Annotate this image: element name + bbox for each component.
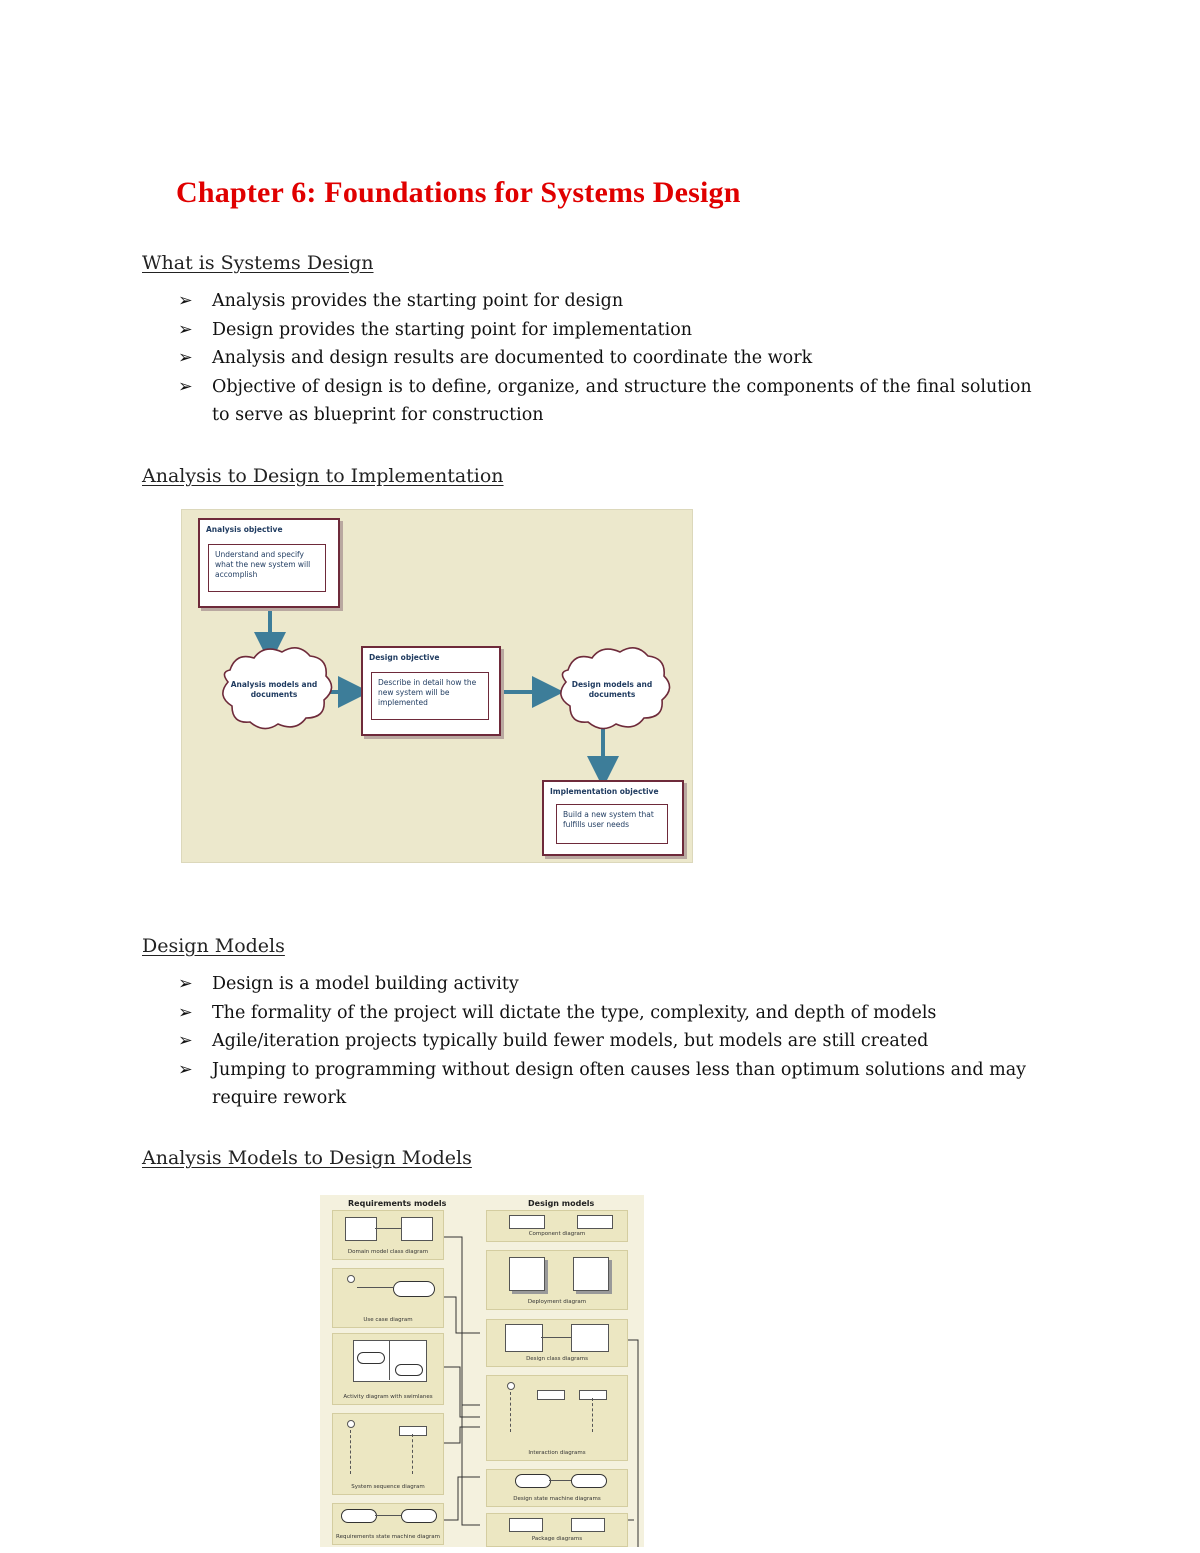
requirements-to-design-models-figure bbox=[320, 1195, 644, 1547]
bullet-list-design-models bbox=[178, 970, 1038, 1113]
package-diagrams-panel bbox=[486, 1513, 628, 1547]
activity-diagram-panel bbox=[332, 1333, 444, 1405]
design-models-header: Design models bbox=[528, 1199, 595, 1208]
arrow-bullet-icon: ➢ bbox=[178, 291, 193, 311]
implementation-objective-box bbox=[542, 780, 684, 856]
list-item: ➢ Analysis and design results are documented to coordinate the work bbox=[178, 344, 1038, 373]
component-diagram-panel bbox=[486, 1210, 628, 1242]
requirements-models-header: Requirements models bbox=[348, 1199, 447, 1208]
bullet-list-systems-design bbox=[178, 287, 1038, 430]
list-item: ➢ Design is a model building activity bbox=[178, 970, 1038, 999]
deployment-diagram-panel bbox=[486, 1250, 628, 1310]
section-heading-what-is-systems-design: What is Systems Design bbox=[142, 252, 374, 274]
panel-caption: Interaction diagrams bbox=[528, 1450, 586, 1456]
design-objective-label: Design objective bbox=[369, 653, 440, 662]
analysis-objective-label: Analysis objective bbox=[206, 525, 283, 534]
section-heading-analysis-to-implementation: Analysis to Design to Implementation bbox=[142, 465, 504, 487]
panel-caption: System sequence diagram bbox=[351, 1484, 425, 1490]
design-state-machine-panel bbox=[486, 1469, 628, 1507]
arrow-bullet-icon: ➢ bbox=[178, 319, 193, 340]
interaction-diagrams-panel bbox=[486, 1375, 628, 1461]
requirements-state-machine-panel bbox=[332, 1503, 444, 1545]
list-item: ➢ Analysis provides the starting point for design bbox=[178, 287, 1038, 316]
panel-caption: Activity diagram with swimlanes bbox=[343, 1394, 433, 1400]
panel-caption: Design class diagrams bbox=[526, 1356, 588, 1362]
panel-caption: Design state machine diagrams bbox=[513, 1496, 601, 1502]
arrow-bullet-icon: ➢ bbox=[178, 1002, 193, 1023]
design-objective-text: Describe in detail how the new system will be implemented bbox=[371, 672, 489, 720]
arrow-bullet-icon: ➢ bbox=[178, 1031, 193, 1051]
arrow-bullet-icon: ➢ bbox=[178, 974, 193, 994]
analysis-design-implementation-figure bbox=[181, 509, 693, 863]
analysis-objective-box bbox=[198, 518, 340, 608]
use-case-diagram-panel bbox=[332, 1268, 444, 1328]
arrow-bullet-icon: ➢ bbox=[178, 376, 193, 397]
system-sequence-diagram-panel bbox=[332, 1413, 444, 1495]
implementation-objective-text: Build a new system that fulfills user needs bbox=[556, 804, 668, 844]
panel-caption: Deployment diagram bbox=[527, 1299, 587, 1305]
panel-caption: Use case diagram bbox=[363, 1317, 413, 1323]
panel-caption: Requirements state machine diagram bbox=[336, 1534, 440, 1540]
panel-caption: Package diagrams bbox=[531, 1536, 583, 1542]
section-heading-design-models: Design Models bbox=[142, 935, 285, 957]
design-cloud-label: Design models and documents bbox=[571, 680, 653, 699]
panel-caption: Component diagram bbox=[528, 1231, 586, 1237]
analysis-cloud-label: Analysis models and documents bbox=[230, 680, 318, 699]
list-item: ➢ Objective of design is to define, organize, and structure the components of the final solution to serve as blueprint for construction bbox=[178, 373, 1038, 430]
arrow-bullet-icon: ➢ bbox=[178, 1059, 193, 1080]
list-item: ➢ Jumping to programming without design often causes less than optimum solutions and may require rework bbox=[178, 1056, 1038, 1113]
panel-caption: Domain model class diagram bbox=[347, 1249, 429, 1255]
list-item: ➢ Agile/iteration projects typically build fewer models, but models are still created bbox=[178, 1027, 1038, 1056]
implementation-objective-label: Implementation objective bbox=[550, 787, 659, 796]
analysis-objective-text: Understand and specify what the new system will accomplish bbox=[208, 544, 326, 592]
chapter-title: Chapter 6: Foundations for Systems Design bbox=[176, 176, 741, 209]
design-class-diagrams-panel bbox=[486, 1319, 628, 1367]
domain-model-class-diagram-panel bbox=[332, 1210, 444, 1260]
section-heading-analysis-models-to-design-models: Analysis Models to Design Models bbox=[142, 1147, 472, 1169]
arrow-bullet-icon: ➢ bbox=[178, 348, 193, 368]
list-item: ➢ The formality of the project will dictate the type, complexity, and depth of models bbox=[178, 999, 1038, 1028]
design-objective-box bbox=[361, 646, 501, 736]
list-item: ➢ Design provides the starting point for implementation bbox=[178, 316, 1038, 345]
